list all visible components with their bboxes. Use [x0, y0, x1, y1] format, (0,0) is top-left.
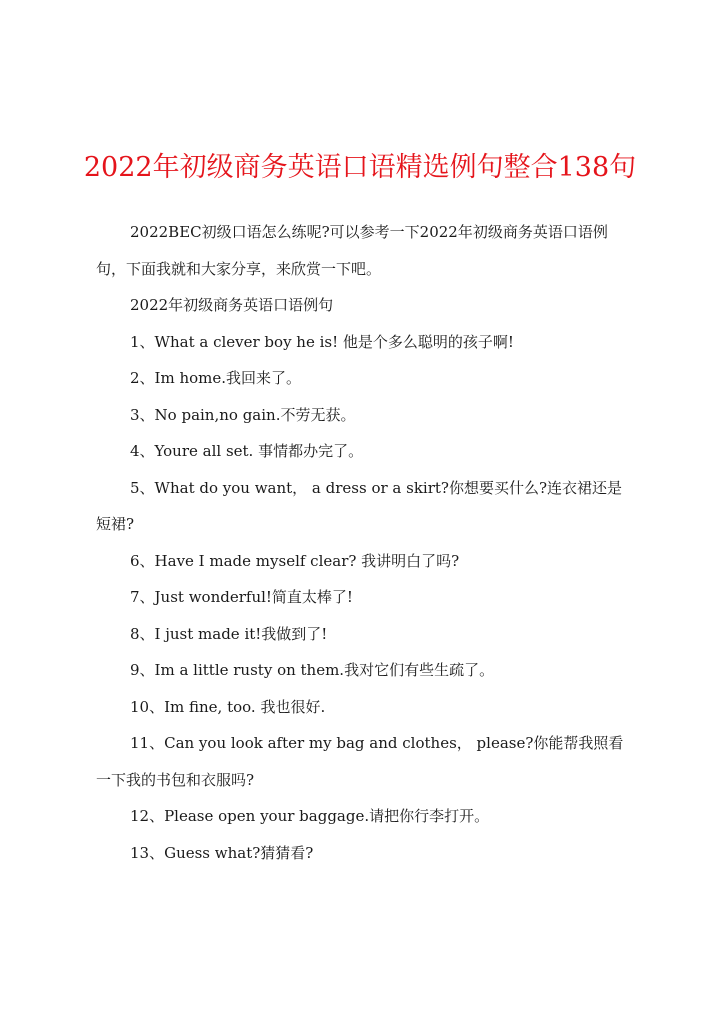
section-heading: 2022年初级商务英语口语例句 [130, 296, 334, 314]
document-body [96, 214, 632, 871]
intro-paragraph: 2022BEC初级口语怎么练呢?可以参考一下2022年初级商务英语口语例句，下面我就和大家分享，来欣赏一下吧。 [96, 223, 608, 278]
sentence-item: 13、Guess what?猜猜看? [130, 843, 314, 862]
sentence-item: 7、Just wonderful!简直太棒了! [130, 588, 353, 606]
sentence-item: 12、Please open your baggage.请把你行李打开。 [130, 807, 490, 825]
sentence-item: 1、What a clever boy he is! 他是个多么聪明的孩子啊! [130, 332, 514, 351]
sentence-item: 9、Im a little rusty on them.我对它们有些生疏了。 [130, 661, 495, 679]
document-title: 2022年初级商务英语口语精选例句整合138句 [83, 152, 637, 183]
sentence-item: 11、Can you look after my bag and clothes， please?你能帮我照看一下我的书包和衣服吗? [96, 734, 624, 789]
sentence-item: 4、Youre all set. 事情都办完了。 [130, 442, 364, 460]
sentence-item: 3、No pain,no gain.不劳无获。 [130, 405, 356, 424]
sentence-item: 8、I just made it!我做到了! [130, 624, 328, 643]
sentence-item: 6、Have I made myself clear? 我讲明白了吗? [130, 551, 460, 570]
sentence-item: 10、Im fine, too. 我也很好. [130, 697, 326, 716]
sentence-item: 5、What do you want， a dress or a skirt?你想要买什么?连衣裙还是短裙? [96, 478, 623, 533]
sentence-item: 2、Im home.我回来了。 [130, 369, 302, 387]
